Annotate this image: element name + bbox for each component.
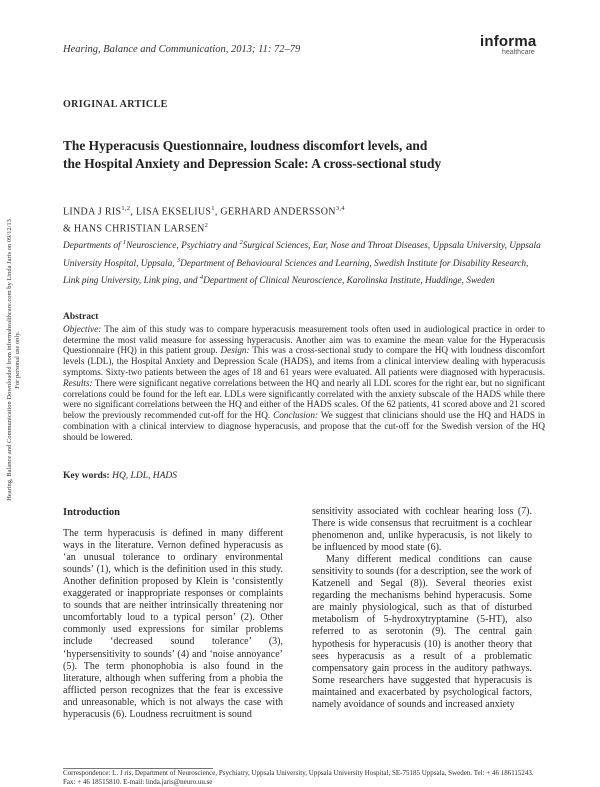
design-text: This was a cross-sectional study to compare the HQ with loudness discomfort levels (LDL), the Hospital Anxiety and Depression Scale (HADS), and items from a clinical interview dealing with hyperacusis symptoms. Sixty-two patients between the ages of 18 and 61 years were evaluated. All patients were diagnosed with hyperacusis. — [63, 345, 545, 377]
affil-text: Department of Clinical Neuroscience, Karolinska Institute, Huddinge, Sweden — [203, 276, 495, 287]
affil-sup: 3 — [176, 256, 181, 264]
correspondence: Correspondence: L. J ris, Department of Neuroscience, Psychiatry, Uppsala University, Uppsala University Hospital, SE-75185 Uppsala, Sweden. Tel: + 46 186115243. Fax: + 46 18515810. E-mail: linda.jaris@neuro.uu.se — [63, 769, 534, 786]
intro-paragraph: The term hyperacusis is defined in many different ways in the literature. Vernon defined hyperacusis as ‘an unusual tolerance to ordinary environmental sounds’ (1), which is the definition used in this study. Another definition proposed by Klein is ‘consistently exaggerated or inappropriate responses or complaints to sounds that are neither intrinsically threatening nor uncomfortably loud to a typical person’ (2). Other commonly used expressions for similar problems include ‘decreased sound tolerance’ (3), ‘hypersensitivity to sounds’ (4) and ‘noise annoyance’ (5). The term phonophobia is also found in the literature, although when suffering from a phobia the afflicted person recognizes that the fear is excessive and unreasonable, which is not always the case with hyperacusis (6). Loudness recruitment is sound — [63, 528, 283, 720]
results-label: Results: — [63, 377, 93, 388]
keywords-label: Key words: — [63, 471, 110, 481]
author-3: , GERHARD ANDERSSON — [214, 206, 336, 218]
author-4-sup: 2 — [204, 222, 209, 230]
intro-paragraph-2: Many different medical conditions can cause sensitivity to sounds (for a description, see the work of Katzenell and Segal (8)). Several theories exist regarding the mechanisms behind hyperacusis. Some are mainly physiological, such as that of disturbed metabolism of 5-hydroxytryptamine (5-HT), also referred to as serotonin (9). The central gain hypothesis for hyperacusis (10) is another theory that sees hyperacusis as a result of a problematic compensatory gain process in the auditory pathways. Some researchers have suggested that hyperacusis is maintained and exacerbated by psychological factors, namely avoidance of sounds and increased anxiety — [312, 554, 532, 710]
article-type: ORIGINAL ARTICLE — [63, 99, 168, 110]
author-3-sup: 3,4 — [335, 205, 345, 212]
download-notice — [6, 80, 22, 640]
abstract-heading: Abstract — [63, 312, 99, 322]
article-title — [63, 137, 543, 173]
authors — [63, 202, 543, 237]
logo-main: informa — [480, 33, 537, 50]
affil-text: Departments of — [63, 241, 123, 252]
author-4: & HANS CHRISTIAN LARSEN — [63, 223, 205, 235]
conclusion-label: Conclusion: — [273, 410, 318, 421]
body-column-right — [312, 506, 532, 711]
abstract-body — [63, 324, 545, 443]
objective-label: Objective: — [63, 323, 102, 334]
author-1: LINDA J RIS — [63, 206, 122, 218]
affil-sup: 1 — [122, 239, 127, 246]
affil-text: Department of Behavioural Sciences and Learning, Swedish Institute for Disability Research, Link ping University, Link ping, and — [63, 258, 529, 287]
keywords — [63, 471, 177, 481]
journal-citation: Hearing, Balance and Communication, 2013; 11: 72–79 — [63, 44, 301, 55]
author-2-sup: 1 — [211, 205, 215, 212]
conclusion-text: We suggest that clinicians should use the HQ and HADS in combination with a clinical interview to diagnose hyperacusis, and propose that the cut-off for the Swedish version of the HQ should be lowered. — [63, 410, 545, 442]
author-2: , LISA EKSELIUS — [130, 206, 212, 218]
affil-text: Surgical Sciences, Ear, Nose and Throat Diseases, Uppsala University, Uppsala University Hospital, Uppsala, — [63, 241, 541, 269]
keywords-value: HQ, LDL, HADS — [109, 471, 178, 481]
affil-sup: 2 — [239, 239, 243, 246]
title-line-2: the Hospital Anxiety and Depression Scale: A cross-sectional study — [63, 156, 442, 171]
publisher-logo — [480, 34, 536, 57]
intro-heading: Introduction — [63, 507, 120, 518]
body-column-left — [63, 507, 283, 721]
objective-text: The aim of this study was to compare hyperacusis measurement tools often used in audiological practice in order to determine the most valid measure for assessing hyperacusis. Another aim was to examine the mean value for the Hyperacusis Questionnaire (HQ) in this patient group. — [63, 323, 545, 356]
download-notice-line-1: Hearing, Balance and Communication Downloaded from informahealthcare.com by Linda Jaris on 09/12/13 — [6, 219, 13, 501]
results-text: There were significant negative correlations between the HQ and nearly all LDL scores for the right ear, but no significant correlations could be found for the left ear. LDLs were significantly correlated with the anxiety subscale of the HADS while there were no significant correlations between the HQ and either of the HADS scales. Of the 62 patients, 41 scored above and 21 scored below the previously recommended cut-off for the HQ. — [63, 377, 545, 421]
abstract — [63, 312, 545, 443]
affil-sup: 4 — [199, 274, 204, 282]
author-1-sup: 1,2 — [121, 205, 131, 212]
title-line-1: The Hyperacusis Questionnaire, loudness discomfort levels, and — [63, 138, 428, 153]
affil-text: Neuroscience, Psychiatry and — [126, 241, 240, 252]
logo-sub: healthcare — [502, 49, 535, 56]
design-label: Design: — [220, 345, 250, 356]
affiliations — [63, 236, 545, 289]
download-notice-line-2: For personal use only. — [14, 331, 21, 389]
intro-paragraph-cont: sensitivity associated with cochlear hearing loss (7). There is wide consensus that recruitment is a cochlear phenomenon and, unlike hyperacusis, is not likely to be influenced by mood state (6). — [312, 506, 532, 554]
